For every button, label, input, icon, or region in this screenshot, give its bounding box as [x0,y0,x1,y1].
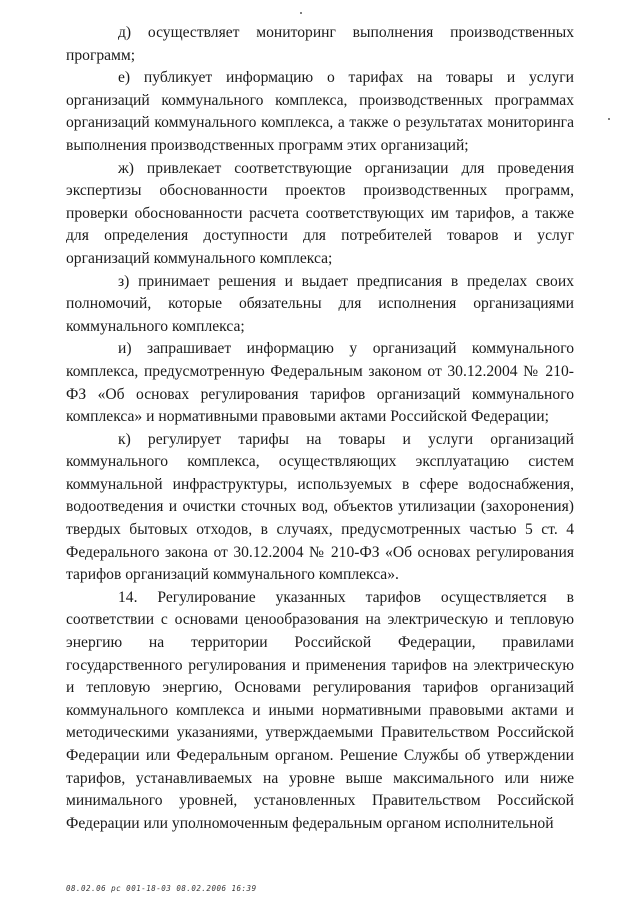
paragraph-i: и) запрашивает информацию у организаций коммунального комплекса, предусмотренную Федеральным законом от 30.12.2004 № 210-ФЗ «Об основах регулирования тарифов организаций коммунального комплекса» и нормативными правовыми актами Российской Федерации; [66,340,574,426]
paragraph-k: к) регулирует тарифы на товары и услуги организаций коммунального комплекса, осуществляющих эксплуатацию систем коммунальной инфраструктуры, используемых в сфере водоснабжения, водоотведения и очистки сточных вод, объектов утилизации (захоронения) твердых бытовых отходов, в случаях, предусмотренных частью 5 ст. 4 Федерального закона от 30.12.2004 № 210-ФЗ «Об основах регулирования тарифов организаций коммунального комплекса». [66,430,574,584]
scan-speck [300,12,302,14]
document-body [66,22,574,835]
fax-footer: 08.02.06 рс 001-18-03 08.02.2006 16:39 [66,884,257,893]
paragraph-z: з) принимает решения и выдает предписания в пределах своих полномочий, которые обязательны для исполнения организациями коммунального комплекса; [66,272,574,335]
paragraph-d: д) осуществляет мониторинг выполнения производственных программ; [66,24,574,64]
paragraph-e: е) публикует информацию о тарифах на товары и услуги организаций коммунального комплекса, производственных программах организаций коммунального комплекса, а также о результатах мониторинга выполнения производственных программ этих организаций; [66,69,574,154]
scan-speck [608,118,610,120]
paragraph-14: 14. Регулирование указанных тарифов осуществляется в соответствии с основами ценообразования на электрическую и тепловую энергию на территории Российской Федерации, правилами государственного регулирования и применения тарифов на электрическую и тепловую энергию, Основами регулирования тарифов организаций коммунального комплекса и иными нормативными правовыми актами и методическими указаниями, утверждаемыми Правительством Российской Федерации или Федеральным органом. Решение Службы об утверждении тарифов, устанавливаемых на уровне выше максимального или ниже минимального уровней, установленных Правительством Российской Федерации или уполномоченным федеральным органом исполнительной [66,588,574,832]
paragraph-zh: ж) привлекает соответствующие организации для проведения экспертизы обоснованности проектов производственных программ, проверки обоснованности расчета соответствующих им тарифов, а также для определения доступности для потребителей товаров и услуг организаций коммунального комплекса; [66,159,574,267]
